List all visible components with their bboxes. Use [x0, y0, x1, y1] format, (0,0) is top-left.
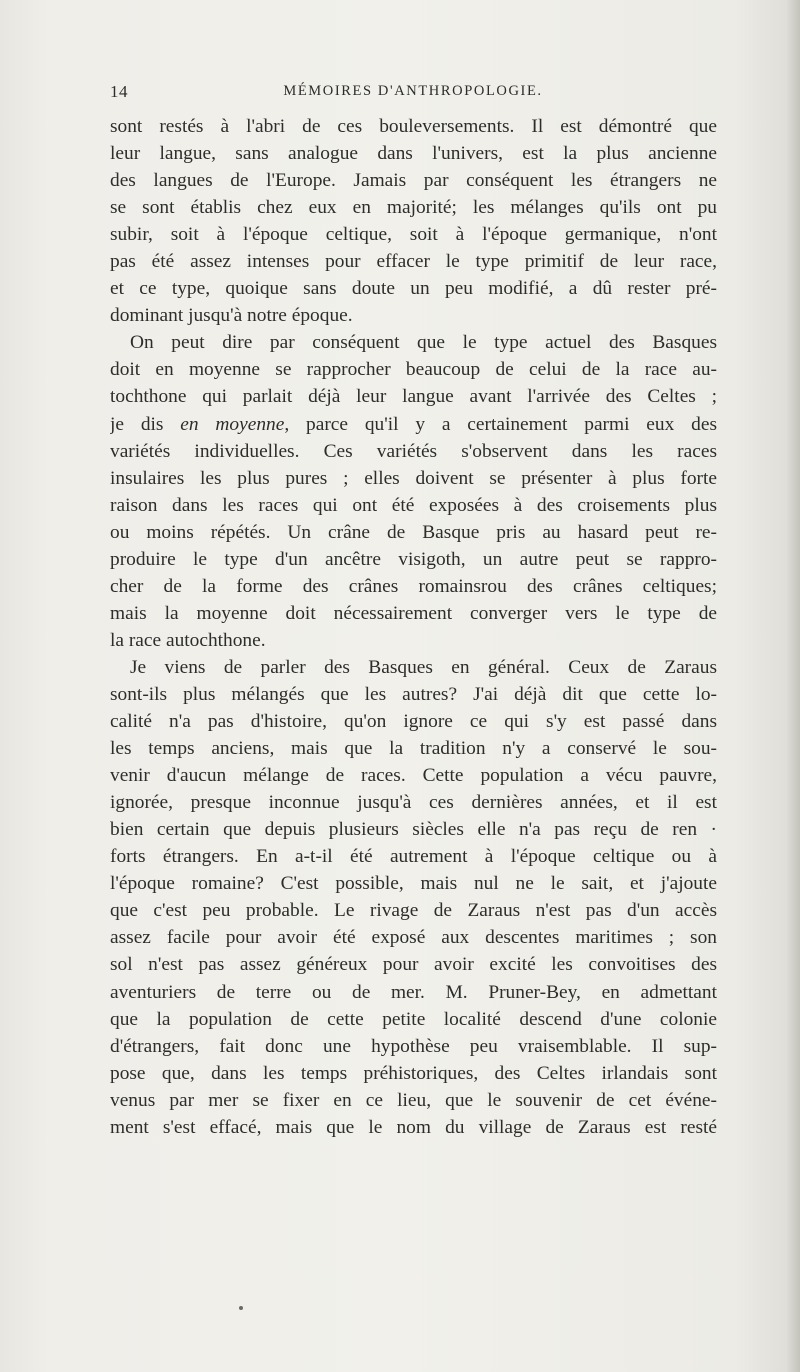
text-line: sont restés à l'abri de ces bouleversements. Il est démontré que: [110, 116, 717, 137]
text-line: ou moins répétés. Un crâne de Basque pris au hasard peut re-: [110, 521, 717, 543]
text-line: ignorée, presque inconnue jusqu'à ces dernières années, et il est: [110, 792, 717, 814]
text-line: se sont établis chez eux en majorité; les mélanges qu'ils ont pu: [110, 197, 717, 219]
text-line: tochthone qui parlait déjà leur langue avant l'arrivée des Celtes ;: [110, 386, 717, 408]
text-fragment: je dis: [110, 413, 181, 435]
text-line: ment s'est effacé, mais que le nom du village de Zaraus est resté: [110, 1116, 717, 1138]
paragraph-start-line: On peut dire par conséquent que le type actuel des Basques: [130, 332, 717, 354]
page-edge-shadow: [786, 0, 800, 1372]
text-line: dominant jusqu'à notre époque.: [110, 305, 353, 327]
text-line: cher de la forme des crânes romainsrou des crânes celtiques;: [110, 575, 717, 597]
text-line: subir, soit à l'époque celtique, soit à l'époque germanique, n'ont: [110, 224, 717, 246]
text-line: venir d'aucun mélange de races. Cette population a vécu pauvre,: [110, 765, 717, 787]
text-line: bien certain que depuis plusieurs siècles elle n'a pas reçu de ren ·: [110, 819, 717, 841]
running-header: [110, 82, 716, 106]
text-fragment: , parce qu'il y a certainement parmi eux des: [284, 413, 717, 435]
running-title: MÉMOIRES D'ANTHROPOLOGIE.: [283, 83, 543, 99]
text-line: l'époque romaine? C'est possible, mais nul ne le sait, et j'ajoute: [110, 873, 717, 895]
text-line: raison dans les races qui ont été exposées à des croisements plus: [110, 494, 717, 516]
text-line: sont-ils plus mélangés que les autres? J'ai déjà dit que cette lo-: [110, 683, 717, 705]
text-line: d'étrangers, fait donc une hypothèse peu vraisemblable. Il sup-: [110, 1035, 717, 1057]
text-line: insulaires les plus pures ; elles doivent se présenter à plus forte: [110, 467, 717, 489]
text-line: produire le type d'un ancêtre visigoth, un autre peut se rappro-: [110, 548, 717, 570]
print-speck: [239, 1306, 243, 1310]
text-line: calité n'a pas d'histoire, qu'on ignore ce qui s'y est passé dans: [110, 711, 717, 733]
text-line: assez facile pour avoir été exposé aux descentes maritimes ; son: [110, 927, 717, 949]
text-line: mais la moyenne doit nécessairement converger vers le type de: [110, 602, 717, 624]
text-line: que c'est peu probable. Le rivage de Zaraus n'est pas d'un accès: [110, 900, 717, 922]
text-line: variétés individuelles. Ces variétés s'observent dans les races: [110, 440, 717, 462]
text-line: doit en moyenne se rapprocher beaucoup de celui de la race au-: [110, 359, 717, 381]
text-line: sol n'est pas assez généreux pour avoir excité les convoitises des: [110, 954, 717, 976]
page-number: 14: [110, 82, 128, 101]
italic-emphasis: en moyenne: [180, 413, 285, 435]
text-line: et ce type, quoique sans doute un peu modifié, a dû rester pré-: [110, 278, 717, 300]
text-line: forts étrangers. En a-t-il été autrement à l'époque celtique ou à: [110, 846, 717, 868]
text-line: que la population de cette petite localité descend d'une colonie: [110, 1008, 717, 1030]
text-line: aventuriers de terre ou de mer. M. Pruner-Bey, en admettant: [110, 981, 717, 1003]
paragraph-start-line: Je viens de parler des Basques en général. Ceux de Zaraus: [130, 656, 717, 678]
body-text: [110, 113, 717, 1141]
text-line: venus par mer se fixer en ce lieu, que le souvenir de cet événe-: [110, 1089, 717, 1111]
text-line: pose que, dans les temps préhistoriques, des Celtes irlandais sont: [110, 1062, 717, 1084]
text-line: leur langue, sans analogue dans l'univers, est la plus ancienne: [110, 143, 717, 165]
text-line: des langues de l'Europe. Jamais par conséquent les étrangers ne: [110, 170, 717, 192]
text-line: les temps anciens, mais que la tradition n'y a conservé le sou-: [110, 738, 717, 760]
text-line: la race autochthone.: [110, 629, 266, 651]
text-line: pas été assez intenses pour effacer le type primitif de leur race,: [110, 251, 717, 273]
text-line: [110, 411, 717, 438]
